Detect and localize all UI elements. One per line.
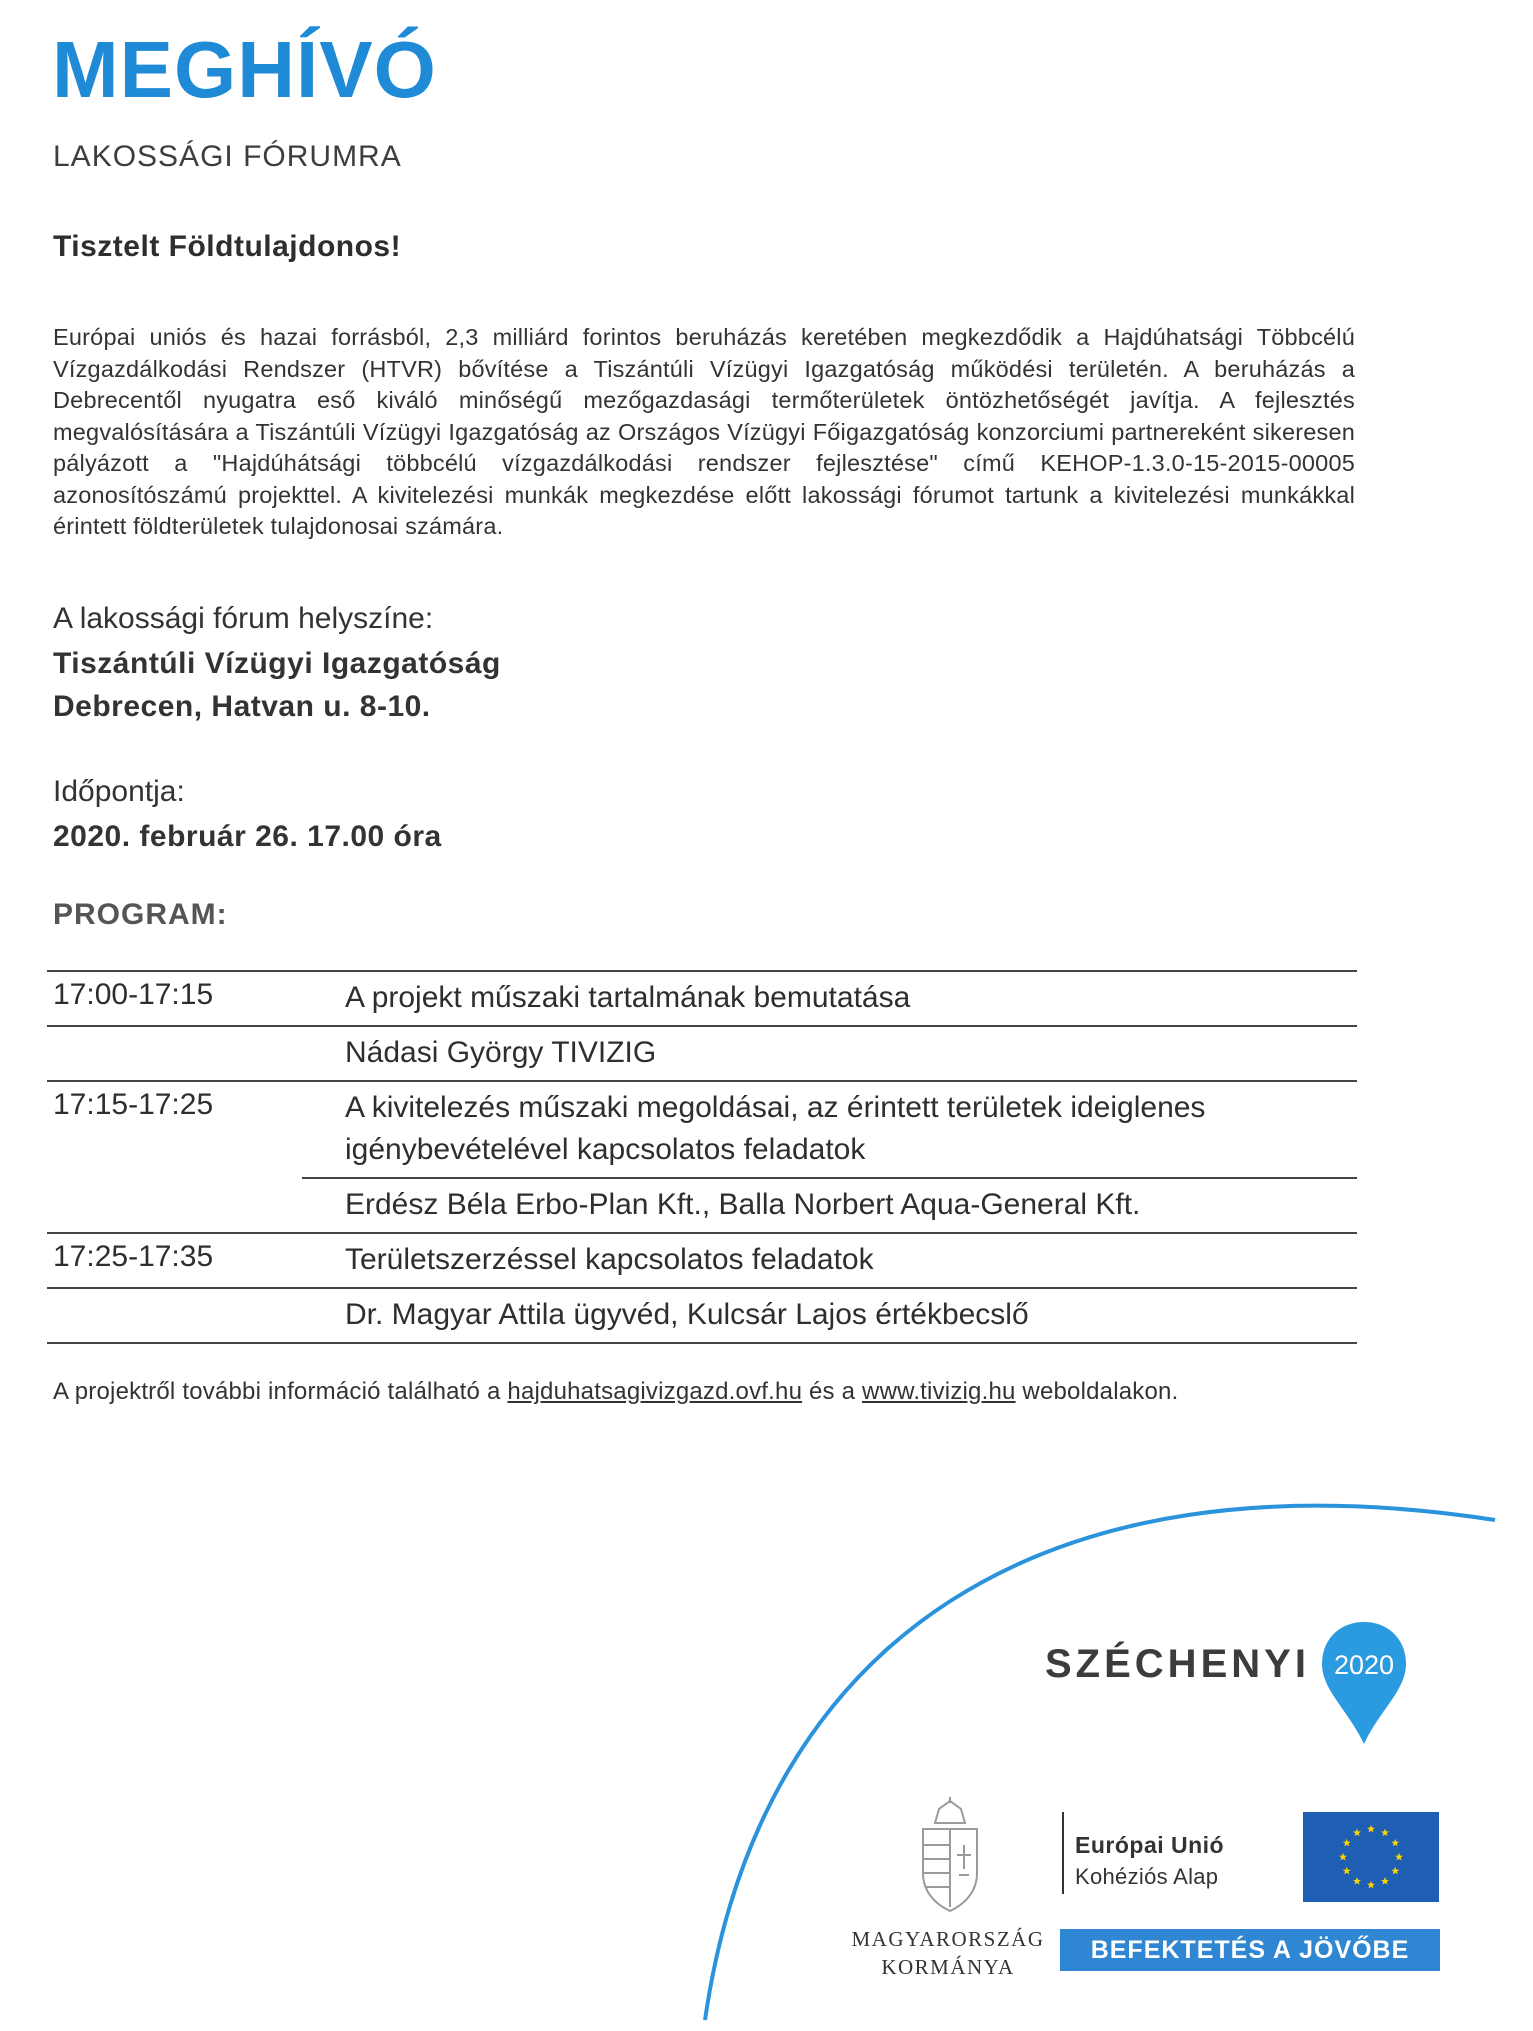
government-logo-text	[838, 1925, 1058, 1981]
location-address: Debrecen, Hatvan u. 8-10.	[53, 690, 431, 723]
program-heading: PROGRAM:	[53, 898, 228, 931]
program-topic: A projekt műszaki tartalmának bemutatása	[345, 981, 911, 1014]
footer-middle: és a	[802, 1378, 863, 1405]
tivizig-website-link[interactable]: www.tivizig.hu	[862, 1378, 1016, 1405]
gov-line-1: MAGYARORSZÁG	[851, 1927, 1045, 1951]
map-pin-icon	[1318, 1618, 1410, 1748]
program-speakers: Nádasi György TIVIZIG	[345, 1036, 657, 1069]
gov-line-2: KORMÁNYA	[881, 1955, 1015, 1979]
invest-badge: BEFEKTETÉS A JÖVŐBE	[1060, 1929, 1440, 1971]
program-speakers: Dr. Magyar Attila ügyvéd, Kulcsár Lajos értékbecslő	[345, 1298, 1029, 1331]
salutation: Tisztelt Földtulajdonos!	[53, 230, 402, 263]
program-time: 17:15-17:25	[53, 1088, 214, 1121]
project-website-link[interactable]: hajduhatsagivizgazd.ovf.hu	[507, 1378, 803, 1405]
program-time: 17:25-17:35	[53, 1240, 214, 1273]
footer-suffix: weboldalakon.	[1015, 1378, 1179, 1405]
location-name: Tiszántúli Vízügyi Igazgatóság	[53, 647, 501, 680]
szechenyi-year: 2020	[1333, 1650, 1395, 1680]
location-label: A lakossági fórum helyszíne:	[53, 602, 434, 635]
szechenyi-logo-text: SZÉCHENYI	[1045, 1642, 1310, 1686]
footer-prefix: A projektről további információ található a	[53, 1378, 508, 1405]
body-paragraph: Európai uniós és hazai forrásból, 2,3 milliárd forintos beruházás keretében megkezdődik a Hajdúhatsági Többcélú Vízgazdálkodási Rendszer (HTVR) bővítése a Tiszántúli Vízügyi Igazgatóság működési területén. A beruházás a Debrecentől nyugatra eső kiváló minőségű mezőgazdasági termőterületek öntözhetőségét javítja. A fejlesztés megvalósítására a Tiszántúli Vízügyi Igazgatóság az Országos Vízügyi Főigazgatóság konzorciumi partnereként sikeresen pályázott a "Hajdúhátsági többcélú vízgazdálkodási rendszer fejlesztése" című KEHOP-1.3.0-15-2015-00005 azonosítószámú projekttel. A kivitelezési munkák megkezdése előtt lakossági fórumot tartunk a kivitelezési munkákkal érintett földterületek tulajdonosai számára.	[53, 324, 1355, 539]
coat-of-arms-icon	[905, 1795, 995, 1915]
page-title: MEGHÍVÓ	[52, 25, 437, 114]
program-topic: Területszerzéssel kapcsolatos feladatok	[345, 1243, 874, 1276]
eu-flag-icon	[1303, 1812, 1439, 1902]
eu-fund: Kohéziós Alap	[1075, 1864, 1219, 1889]
time-value: 2020. február 26. 17.00 óra	[53, 820, 442, 853]
program-speakers: Erdész Béla Erbo-Plan Kft., Balla Norbert Aqua-General Kft.	[345, 1188, 1141, 1221]
eu-divider	[1062, 1812, 1064, 1894]
program-time: 17:00-17:15	[53, 978, 214, 1011]
page-subtitle: LAKOSSÁGI FÓRUMRA	[53, 140, 402, 173]
program-topic: A kivitelezés műszaki megoldásai, az érintett területek ideiglenes igénybevételével kapcsolatos feladatok	[345, 1091, 1206, 1166]
eu-name: Európai Unió	[1075, 1832, 1225, 1858]
time-label: Időpontja:	[53, 775, 185, 808]
